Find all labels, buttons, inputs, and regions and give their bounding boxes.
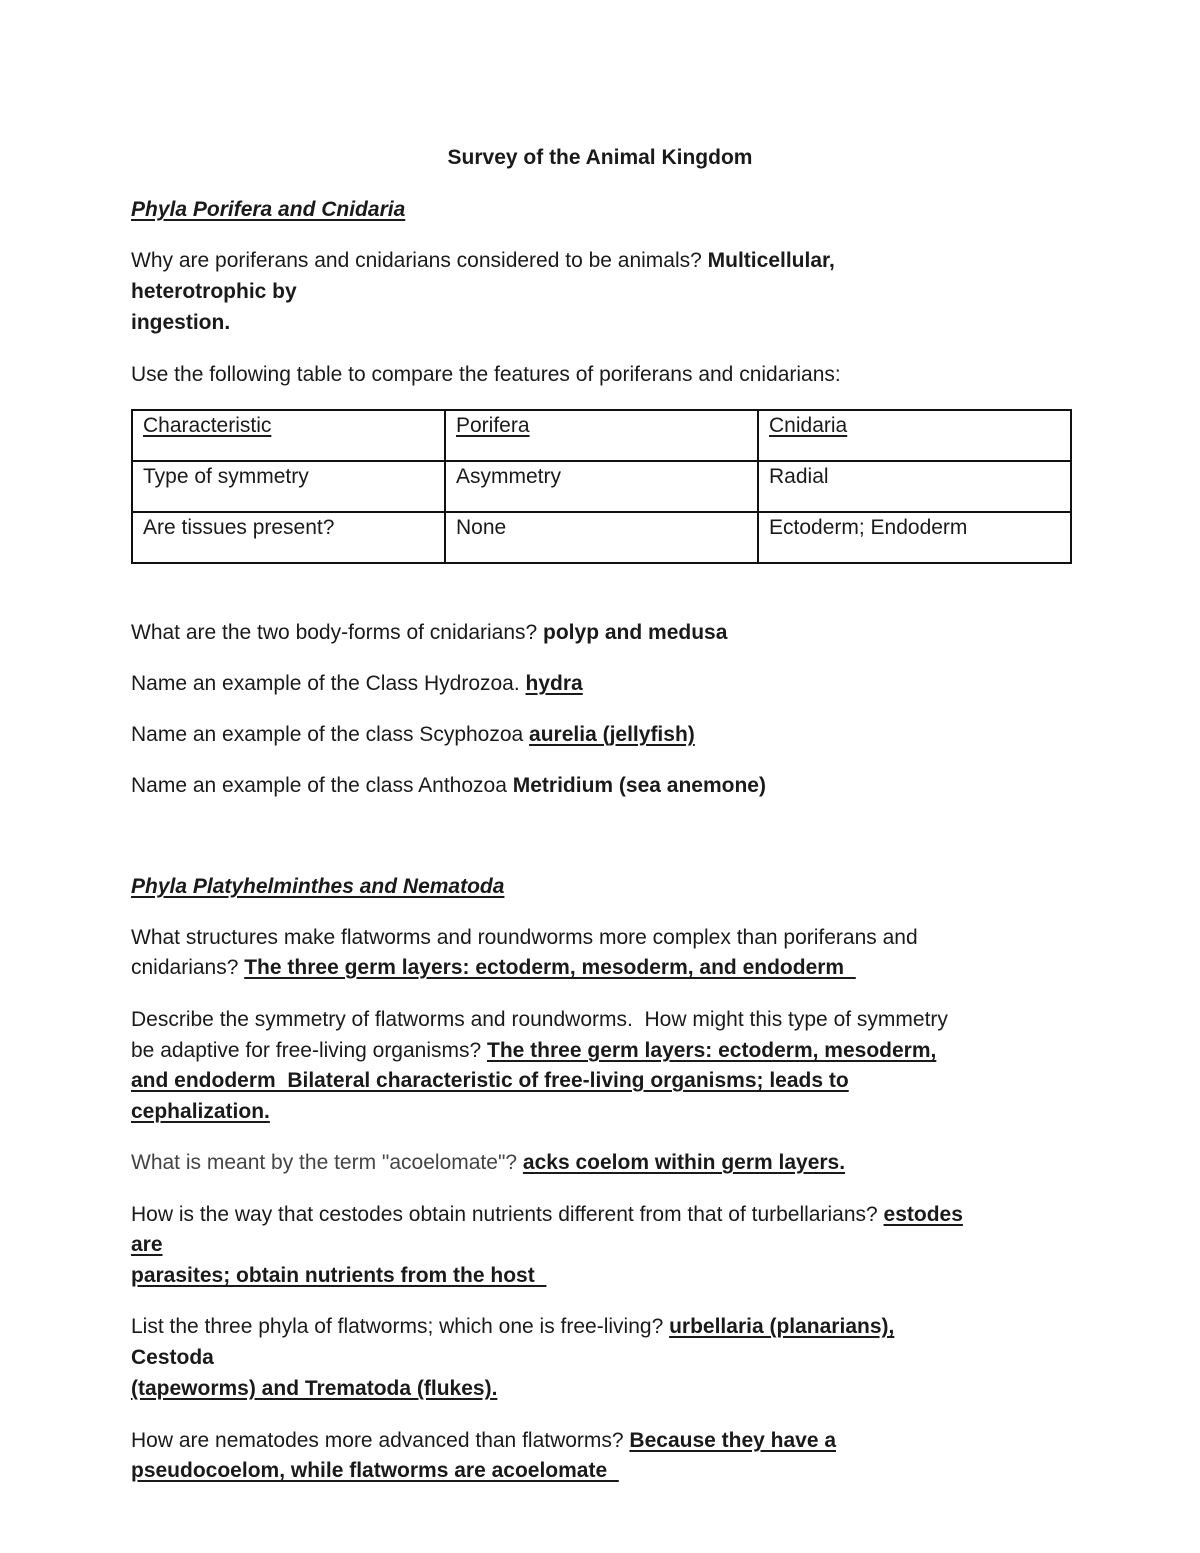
- comparison-table: [131, 409, 1072, 564]
- table-header-cell: Cnidaria: [758, 410, 1071, 461]
- question-text: cnidarians?: [131, 956, 245, 979]
- answer-flatworm-phyla-line2: Cestoda: [131, 1346, 214, 1369]
- question-flatworm-phyla: [131, 1314, 894, 1340]
- question-anthozoa: [131, 773, 766, 799]
- table-cell: Type of symmetry: [132, 461, 445, 512]
- question-text: How is the way that cestodes obtain nutrients different from that of turbellarians?: [131, 1203, 884, 1226]
- answer-text: polyp and medusa: [543, 621, 728, 644]
- answer-cestodes-line2: are: [131, 1233, 163, 1256]
- table-cell: Ectoderm; Endoderm: [758, 512, 1071, 563]
- answer-text: aurelia (jellyfish): [529, 723, 695, 746]
- question-complexity-line2: [131, 955, 856, 981]
- table-cell: Radial: [758, 461, 1071, 512]
- question-text: Why are poriferans and cnidarians considered to be animals?: [131, 249, 708, 272]
- answer-symmetry-line3: cephalization.: [131, 1100, 270, 1123]
- table-header-cell: Porifera: [445, 410, 758, 461]
- answer-symmetry-line2: and endoderm Bilateral characteristic of free-living organisms; leads to: [131, 1069, 849, 1092]
- question-symmetry-line2: [131, 1038, 936, 1064]
- table-intro: Use the following table to compare the features of poriferans and cnidarians:: [131, 363, 841, 386]
- question-text: Name an example of the class Scyphozoa: [131, 723, 530, 746]
- section-heading-platyhelminthes-nematoda: Phyla Platyhelminthes and Nematoda: [131, 875, 505, 898]
- document-title: Survey of the Animal Kingdom: [447, 146, 753, 169]
- question-text: What is meant by the term "acoelomate"?: [131, 1151, 523, 1174]
- table-cell: Are tissues present?: [132, 512, 445, 563]
- answer-text-line2: heterotrophic by: [131, 280, 297, 303]
- table-cell: Asymmetry: [445, 461, 758, 512]
- question-text: Name an example of the Class Hydrozoa.: [131, 672, 526, 695]
- answer-text: The three germ layers: ectoderm, mesoderm,: [487, 1039, 937, 1062]
- answer-text: acks coelom within germ layers.: [522, 1151, 846, 1174]
- question-body-forms: [131, 620, 727, 646]
- question-text: List the three phyla of flatworms; which one is free-living?: [131, 1315, 670, 1338]
- question-acoelomate: [131, 1150, 845, 1176]
- answer-text: estodes: [883, 1203, 963, 1226]
- table-header-row: [132, 410, 1071, 461]
- question-complexity-line1: What structures make flatworms and roundworms more complex than poriferans and: [131, 926, 918, 949]
- answer-text: Metridium (sea anemone): [512, 774, 766, 797]
- answer-text: hydra: [525, 672, 583, 695]
- table-row: [132, 461, 1071, 512]
- question-nematodes: [131, 1428, 836, 1454]
- table-cell: None: [445, 512, 758, 563]
- question-cestodes: [131, 1202, 963, 1228]
- question-symmetry-line1: Describe the symmetry of flatworms and roundworms. How might this type of symmetry: [131, 1008, 948, 1031]
- answer-cestodes-line3: parasites; obtain nutrients from the host: [131, 1264, 547, 1287]
- answer-text-line3: ingestion.: [131, 311, 231, 334]
- table-header-cell: Characteristic: [132, 410, 445, 461]
- question-animals: [131, 248, 835, 274]
- answer-flatworm-phyla-line3: (tapeworms) and Trematoda (flukes).: [131, 1377, 498, 1400]
- question-scyphozoa: [131, 722, 695, 748]
- answer-text: Because they have a: [629, 1429, 837, 1452]
- answer-nematodes-line2: pseudocoelom, while flatworms are acoelomate: [131, 1459, 619, 1482]
- question-text: What are the two body-forms of cnidarians?: [131, 621, 544, 644]
- answer-text: urbellaria (planarians),: [669, 1315, 895, 1338]
- question-text: be adaptive for free-living organisms?: [131, 1039, 488, 1062]
- table-row: [132, 512, 1071, 563]
- section-heading-porifera-cnidaria: Phyla Porifera and Cnidaria: [131, 198, 406, 221]
- answer-text: The three germ layers: ectoderm, mesoderm, and endoderm: [244, 956, 856, 979]
- question-hydrozoa: [131, 671, 583, 697]
- answer-text: Multicellular,: [707, 249, 835, 272]
- question-text: How are nematodes more advanced than flatworms?: [131, 1429, 630, 1452]
- question-text: Name an example of the class Anthozoa: [131, 774, 513, 797]
